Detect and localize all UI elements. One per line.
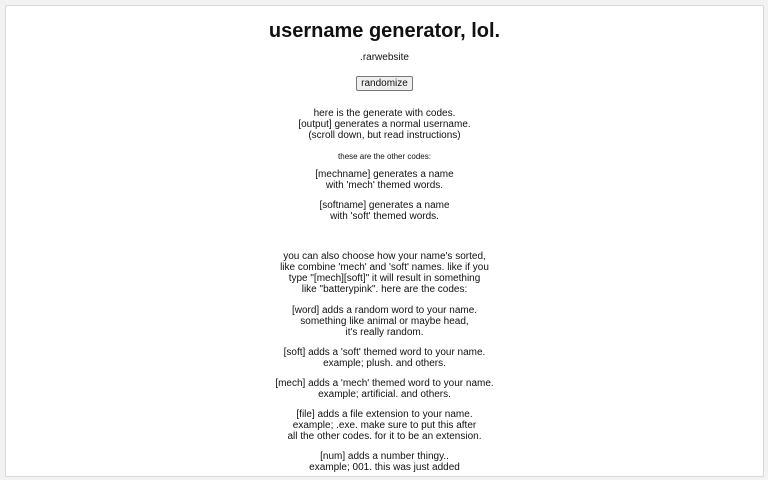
intro-paragraph: [6, 108, 763, 141]
text-line: [soft] adds a 'soft' themed word to your name.: [283, 347, 486, 358]
text-line: example; artificial. and others.: [318, 389, 451, 400]
file-code-description: [6, 409, 763, 442]
text-line: with 'soft' themed words.: [330, 211, 439, 222]
text-line: [mechname] generates a name: [315, 169, 454, 180]
text-line: type "[mech][soft]" it will result in something: [288, 273, 481, 284]
other-codes-heading: [6, 151, 763, 162]
text-line: all the other codes. for it to be an extension.: [287, 431, 482, 442]
text-line: [softname] generates a name: [319, 200, 450, 211]
mech-code-description: [6, 378, 763, 400]
text-line: example; 001. this was just added: [309, 462, 460, 473]
text-line: [mech] adds a 'mech' themed word to your name.: [275, 378, 494, 389]
text-line: [num] adds a number thingy..: [320, 451, 449, 462]
text-line: here is the generate with codes.: [313, 108, 456, 119]
page-container: [5, 5, 764, 477]
text-line: (scroll down, but read instructions): [308, 130, 461, 141]
text-line: you can also choose how your name's sorted,: [283, 251, 486, 262]
site-name: .rarwebsite: [360, 52, 409, 63]
text-line: with 'mech' themed words.: [325, 180, 444, 191]
num-code-description: [6, 451, 763, 473]
text-line: these are the other codes:: [338, 152, 431, 161]
text-line: it's really random.: [345, 327, 424, 338]
text-line: example; .exe. make sure to put this after: [292, 420, 477, 431]
page-title: username generator, lol.: [268, 20, 501, 42]
softname-description: [6, 200, 763, 222]
text-line: example; plush. and others.: [323, 358, 446, 369]
randomize-button[interactable]: randomize: [356, 76, 413, 91]
text-line: [file] adds a file extension to your name.: [296, 409, 473, 420]
text-line: like combine 'mech' and 'soft' names. like if you: [280, 262, 489, 273]
soft-code-description: [6, 347, 763, 369]
mechname-description: [6, 169, 763, 191]
text-line: something like animal or maybe head,: [300, 316, 469, 327]
text-line: [word] adds a random word to your name.: [291, 305, 478, 316]
word-code-description: [6, 305, 763, 338]
text-line: [output] generates a normal username.: [298, 119, 471, 130]
sorting-instructions: [6, 251, 763, 295]
text-line: like "batterypink". here are the codes:: [301, 284, 468, 295]
